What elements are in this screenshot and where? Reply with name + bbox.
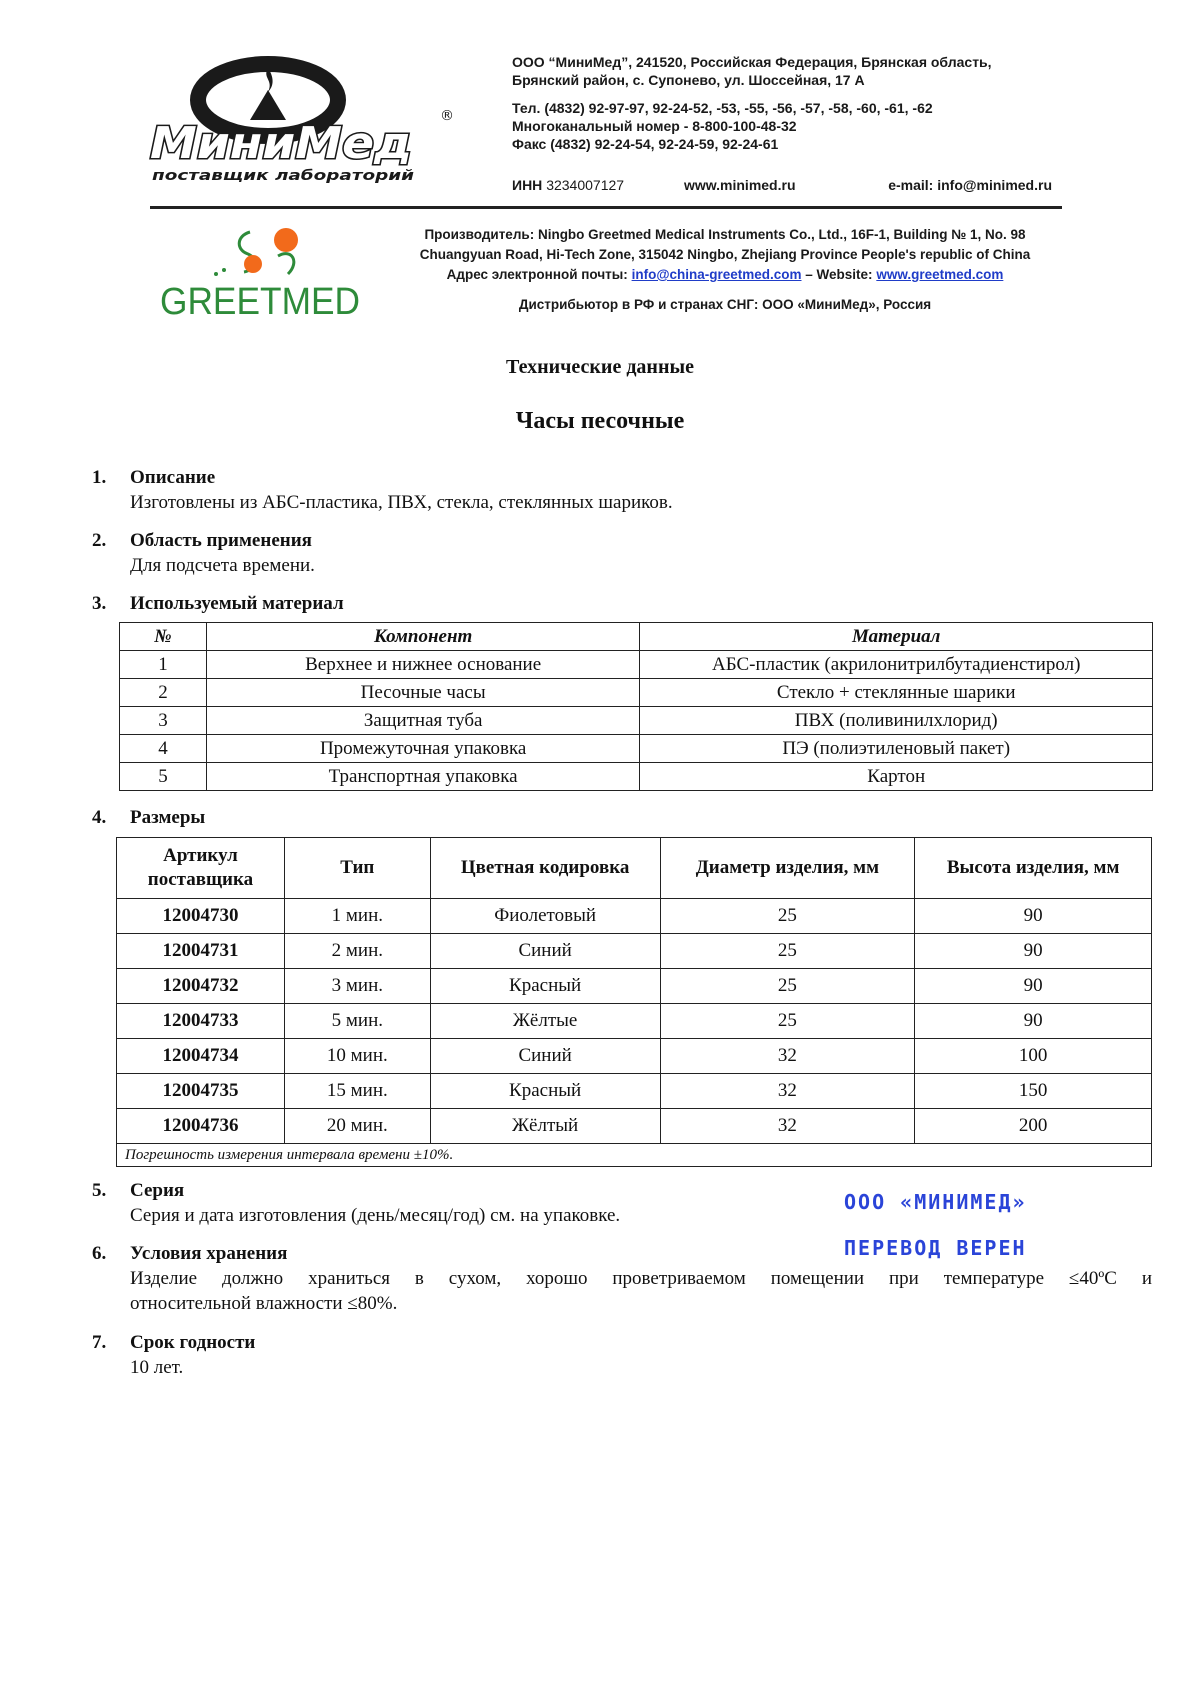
- table-row: 1 Верхнее и нижнее основание АБС-пластик (акрилонитрилбутадиенстирол): [120, 651, 1153, 679]
- section-body: Изготовлены из АБС-пластика, ПВХ, стекла, стеклянных шариков.: [130, 492, 673, 513]
- table-row: 12004732 3 мин. Красный 25 90: [117, 969, 1152, 1004]
- section-application: 2. Область применения Для подсчета времени.: [92, 528, 1152, 578]
- manufacturer-line-1: Производитель: Ningbo Greetmed Medical Instruments Co., Ltd., 16F-1, Building № 1, No. 98: [424, 227, 1026, 242]
- table-row: 3 Защитная туба ПВХ (поливинилхлорид): [120, 707, 1153, 735]
- header-divider: [150, 206, 1062, 209]
- measurement-note: Погрешность измерения интервала времени ±10%.: [117, 1144, 1152, 1167]
- manufacturer-line-2: Chuangyuan Road, Hi-Tech Zone, 315042 Ningbo, Zhejiang Province People's republic of China: [419, 247, 1031, 262]
- section-heading: Область применения: [130, 530, 312, 551]
- fax-line: Факс (4832) 92-24-54, 92-24-59, 92-24-61: [512, 136, 779, 152]
- section-shelf-life: 7. Срок годности 10 лет.: [92, 1330, 1152, 1380]
- table-row: 12004733 5 мин. Жёлтые 25 90: [117, 1004, 1152, 1039]
- column-header: №: [120, 623, 207, 651]
- greetmed-logo-text: GREETMED: [160, 281, 360, 323]
- table-row: 2 Песочные часы Стекло + стеклянные шарики: [120, 679, 1153, 707]
- column-header: Цветная кодировка: [430, 838, 660, 899]
- table-note-row: [117, 1144, 1152, 1167]
- section-heading: Описание: [130, 467, 216, 488]
- minimed-website[interactable]: www.minimed.ru: [684, 177, 796, 193]
- table-row: 12004730 1 мин. Фиолетовый 25 90: [117, 899, 1152, 934]
- table-row: 12004736 20 мин. Жёлтый 32 200: [117, 1109, 1152, 1144]
- column-header: Материал: [640, 623, 1153, 651]
- greetmed-email-link[interactable]: info@china-greetmed.com: [631, 267, 802, 282]
- translation-stamp-company: ООО «МИНИМЕД»: [844, 1190, 1027, 1214]
- section-body: Для подсчета времени.: [130, 555, 315, 576]
- column-header: Диаметр изделия, мм: [660, 838, 915, 899]
- table-row: 4 Промежуточная упаковка ПЭ (полиэтиленовый пакет): [120, 735, 1153, 763]
- section-material: 3. Используемый материал: [92, 591, 1152, 616]
- minimed-logo-text: МиниМед: [150, 118, 412, 169]
- table-row: 12004735 15 мин. Красный 32 150: [117, 1074, 1152, 1109]
- section-heading: Используемый материал: [130, 593, 344, 614]
- column-header: Компонент: [206, 623, 640, 651]
- section-series: 5. Серия Серия и дата изготовления (день/месяц/год) см. на упаковке.: [92, 1178, 1152, 1228]
- section-body: 10 лет.: [130, 1357, 184, 1378]
- distributor-line: Дистрибьютор в РФ и странах СНГ: ООО «МиниМед», Россия: [518, 297, 932, 312]
- minimed-contacts: [512, 53, 1052, 153]
- table-header-row: [120, 623, 1153, 651]
- column-header: Высота изделия, мм: [915, 838, 1152, 899]
- column-header: Артикул поставщика: [117, 838, 285, 899]
- table-row: 5 Транспортная упаковка Картон: [120, 763, 1153, 791]
- greetmed-contacts: Адрес электронной почты: info@china-greetmed.com – Website: www.greetmed.com: [446, 267, 1004, 282]
- minimed-logo: [150, 50, 454, 200]
- svg-text:®: ®: [440, 108, 454, 124]
- column-header: Тип: [284, 838, 430, 899]
- materials-table: [119, 622, 1153, 791]
- inn: ИНН 3234007127: [512, 177, 625, 193]
- section-heading: Серия: [130, 1180, 185, 1201]
- multichannel-line: Многоканальный номер - 8-800-100-48-32: [512, 118, 797, 134]
- table-row: 12004731 2 мин. Синий 25 90: [117, 934, 1152, 969]
- address-line-1: ООО “МиниМед”, 241520, Российская Федерация, Брянская область,: [512, 54, 992, 70]
- letterhead: [0, 0, 1200, 330]
- document-title: Технические данные: [506, 356, 694, 378]
- greetmed-logo: [158, 218, 368, 328]
- section-heading: Условия хранения: [130, 1243, 288, 1264]
- greetmed-website-link[interactable]: www.greetmed.com: [876, 267, 1004, 282]
- section-heading: Размеры: [130, 807, 206, 828]
- inn-row: [512, 177, 1052, 197]
- section-storage: 6. Условия хранения Изделие должно храниться в сухом, хорошо проветриваемом помещении при температуре ≤40ºC и относительной влажности ≤80%.: [92, 1243, 1152, 1314]
- product-title: Часы песочные: [515, 408, 685, 434]
- table-header-row: [117, 838, 1152, 899]
- phone-line: Тел. (4832) 92-97-97, 92-24-52, -53, -55, -56, -57, -58, -60, -61, -62: [512, 100, 933, 116]
- section-body-line-1: Изделие должно храниться в сухом, хорошо проветриваемом помещении при температуре ≤40ºC и: [130, 1268, 1152, 1289]
- section-heading: Срок годности: [130, 1332, 256, 1353]
- table-row: 12004734 10 мин. Синий 32 100: [117, 1039, 1152, 1074]
- greetmed-info: [395, 225, 1055, 315]
- section-body-line-2: относительной влажности ≤80%.: [130, 1293, 398, 1314]
- section-description: 1. Описание Изготовлены из АБС-пластика, ПВХ, стекла, стеклянных шариков.: [92, 465, 1152, 515]
- section-dimensions: 4. Размеры: [92, 805, 1152, 830]
- dimensions-table: [116, 837, 1152, 1167]
- section-body: Серия и дата изготовления (день/месяц/год) см. на упаковке.: [130, 1205, 621, 1226]
- minimed-tagline: поставщик лабораторий: [152, 168, 415, 184]
- minimed-email[interactable]: e-mail: info@minimed.ru: [888, 177, 1052, 193]
- translation-stamp-verified: ПЕРЕВОД ВЕРЕН: [844, 1236, 1027, 1260]
- address-line-2: Брянский район, с. Супонево, ул. Шоссейная, 17 А: [512, 72, 865, 88]
